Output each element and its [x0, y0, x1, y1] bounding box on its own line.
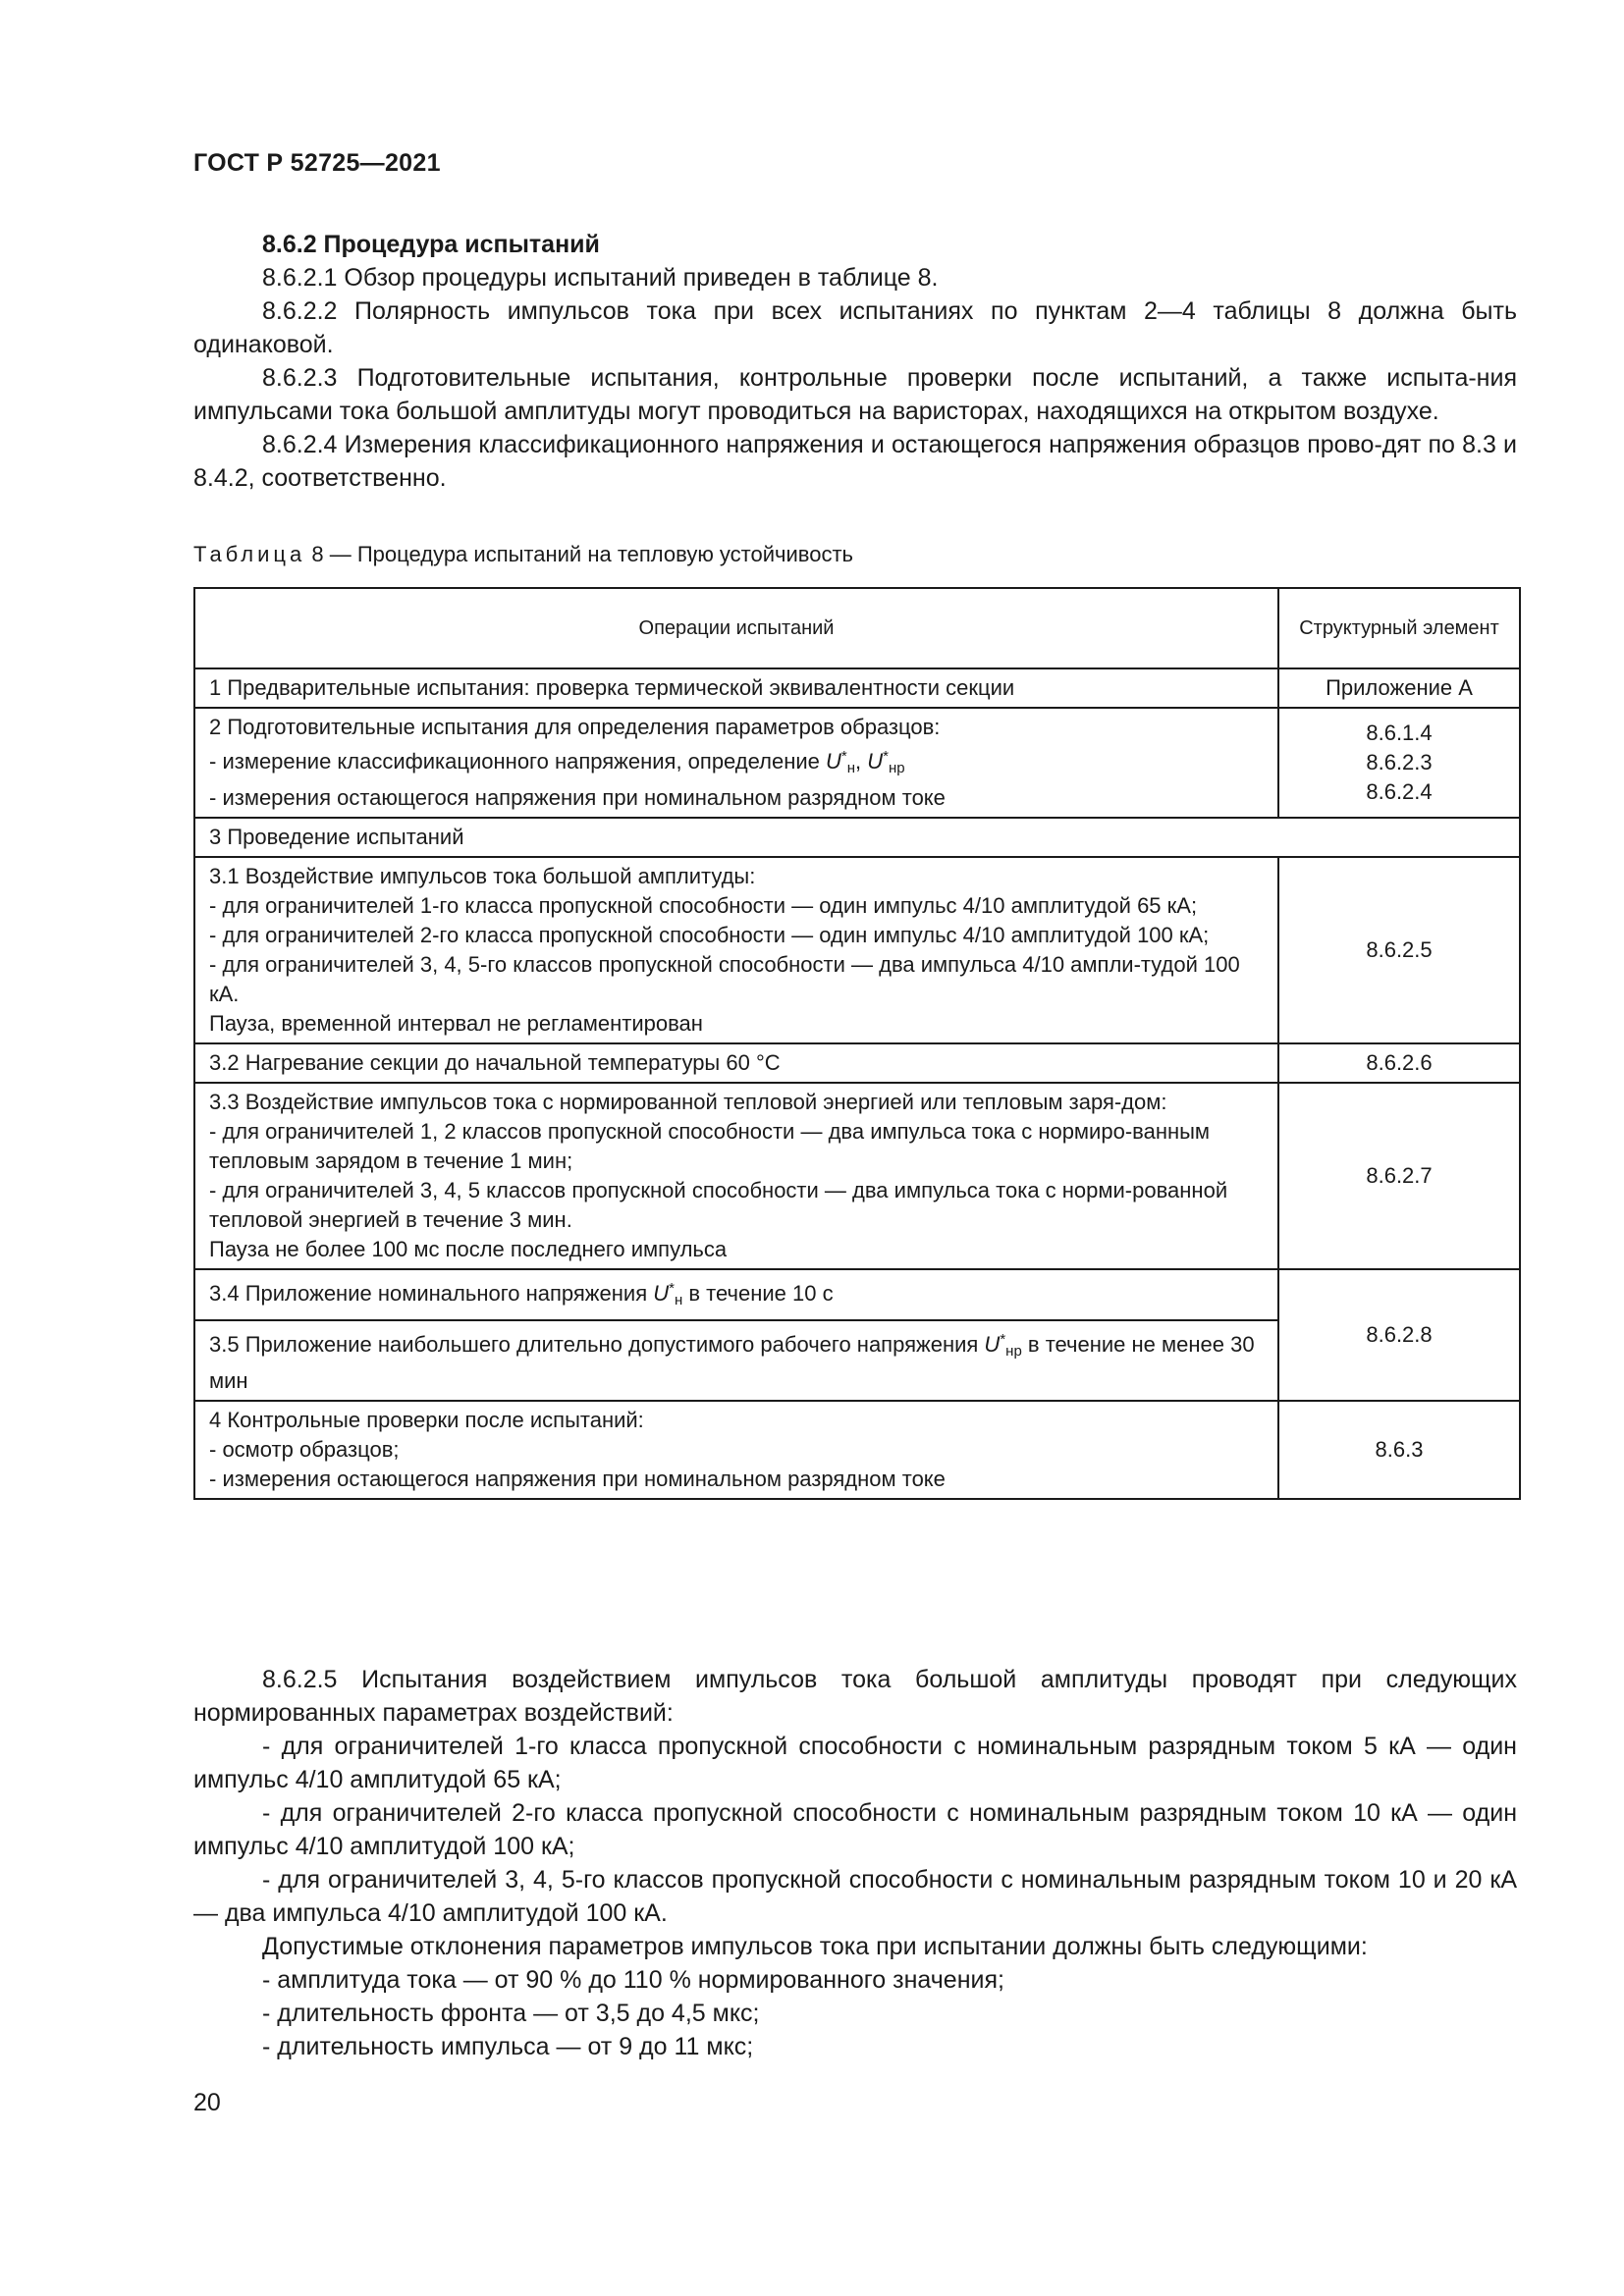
paragraph: 8.6.2.2 Полярность импульсов тока при всех испытаниях по пунктам 2—4 таблицы 8 должна быть одинаковой.	[193, 297, 1517, 358]
list-item: - длительность фронта — от 3,5 до 4,5 мкс;	[262, 2000, 760, 2027]
operation-cell: 2 Подготовительные испытания для определения параметров образцов: - измерение классификационного напряжения, определение $U^*_н$, $U^*_{нр}$ - измерения остающегося напряжения при номинальном разрядном токе	[194, 708, 1278, 818]
element-cell: 8.6.2.7	[1278, 1083, 1520, 1269]
operation-cell: 3.2 Нагревание секции до начальной температуры 60 °С	[194, 1043, 1278, 1083]
operation-cell: 3.5 Приложение наибольшего длительно допустимого рабочего напряжения $U^*_{нр}$ в течение не менее 30 мин	[194, 1320, 1278, 1401]
document-header: ГОСТ Р 52725—2021	[193, 149, 441, 177]
operation-cell: 1 Предварительные испытания: проверка термической эквивалентности секции	[194, 668, 1278, 708]
table-row	[194, 1043, 1520, 1083]
list-item: - длительность импульса — от 9 до 11 мкс;	[262, 2033, 754, 2060]
operation-cell: 3 Проведение испытаний	[194, 818, 1520, 857]
element-cell: 8.6.2.6	[1278, 1043, 1520, 1083]
bottom-text	[193, 1663, 1517, 2063]
paragraph: 8.6.2.4 Измерения классификационного напряжения и остающегося напряжения образцов прово-дят по 8.3 и 8.4.2, соответственно.	[193, 431, 1517, 492]
paragraph: Допустимые отклонения параметров импульсов тока при испытании должны быть следующими:	[262, 1933, 1368, 1960]
element-cell: Приложение А	[1278, 668, 1520, 708]
header-operations: Операции испытаний	[194, 588, 1278, 668]
table-row	[194, 668, 1520, 708]
table-caption	[193, 542, 853, 567]
table-row	[194, 1269, 1520, 1320]
list-item: - амплитуда тока — от 90 % до 110 % нормированного значения;	[262, 1966, 1004, 1994]
table-row	[194, 1401, 1520, 1499]
page-number: 20	[193, 2089, 221, 2116]
paragraph: 8.6.2.1 Обзор процедуры испытаний приведен в таблице 8.	[262, 264, 939, 292]
paragraph: 8.6.2.5 Испытания воздействием импульсов тока большой амплитуды проводят при следующих нормированных параметрах воздействий:	[193, 1666, 1517, 1727]
section-heading: 8.6.2 Процедура испытаний	[262, 231, 600, 258]
element-cell: 8.6.1.4 8.6.2.3 8.6.2.4	[1278, 708, 1520, 818]
section-text	[193, 228, 1517, 495]
table-row	[194, 708, 1520, 818]
table-caption-title: 8 — Процедура испытаний на тепловую устойчивость	[305, 542, 853, 566]
operation-cell: 4 Контрольные проверки после испытаний: - осмотр образцов; - измерения остающегося напряжения при номинальном разрядном токе	[194, 1401, 1278, 1499]
header-element: Структурный элемент	[1278, 588, 1520, 668]
table-row	[194, 818, 1520, 857]
list-item: - для ограничителей 2-го класса пропускной способности с номинальным разрядным током 10 кА — один импульс 4/10 амплитудой 100 кА;	[193, 1799, 1517, 1860]
element-cell: 8.6.3	[1278, 1401, 1520, 1499]
table-row	[194, 1083, 1520, 1269]
operation-cell: 3.1 Воздействие импульсов тока большой амплитуды: - для ограничителей 1-го класса пропускной способности — один импульс 4/10 амплитудой 65 кА; - для ограничителей 2-го класса пропускной способности — один импульс 4/10 амплитудой 100 кА; - для ограничителей 3, 4, 5-го классов пропускной способности — два импульса 4/10 ампли-тудой 100 кА. Пауза, временной интервал не регламентирован	[194, 857, 1278, 1043]
table-row	[194, 857, 1520, 1043]
element-cell: 8.6.2.5	[1278, 857, 1520, 1043]
list-item: - для ограничителей 3, 4, 5-го классов пропускной способности с номинальным разрядным током 10 и 20 кА — два импульса 4/10 амплитудой 100 кА.	[193, 1866, 1517, 1927]
operation-cell: 3.3 Воздействие импульсов тока с нормированной тепловой энергией или тепловым заря-дом: - для ограничителей 1, 2 классов пропускной способности — два импульса тока с нормиро-ванным тепловым зарядом в течение 1 мин; - для ограничителей 3, 4, 5 классов пропускной способности — два импульса тока с норми-рованной тепловой энергией в течение 3 мин. Пауза не более 100 мс после последнего импульса	[194, 1083, 1278, 1269]
table-header-row	[194, 588, 1520, 668]
element-cell: 8.6.2.8	[1278, 1269, 1520, 1401]
procedure-table	[193, 587, 1521, 1500]
list-item: - для ограничителей 1-го класса пропускной способности с номинальным разрядным током 5 кА — один импульс 4/10 амплитудой 65 кА;	[193, 1733, 1517, 1793]
paragraph: 8.6.2.3 Подготовительные испытания, контрольные проверки после испытаний, а также испыта-ния импульсами тока большой амплитуды могут проводиться на варисторах, находящихся на открытом воздухе.	[193, 364, 1517, 425]
operation-cell: 3.4 Приложение номинального напряжения $U^*_н$ в течение 10 с	[194, 1269, 1278, 1320]
table-caption-label: Таблица	[193, 542, 306, 566]
